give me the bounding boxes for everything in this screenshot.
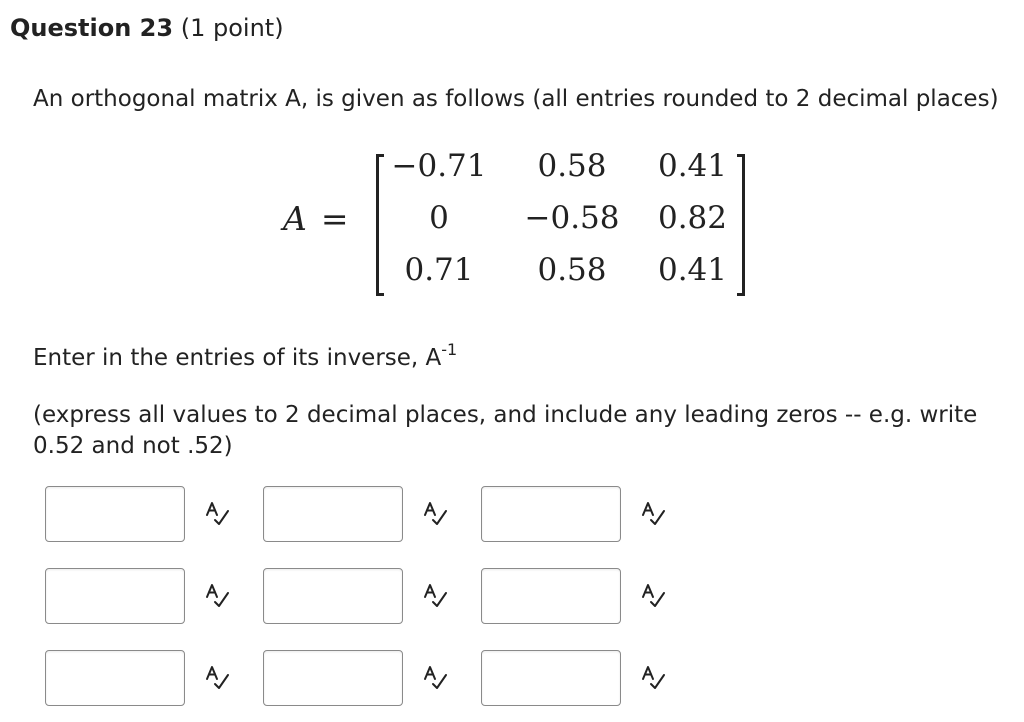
matrix-cell: −0.71 <box>391 148 487 184</box>
spellcheck-icon[interactable] <box>204 501 230 527</box>
matrix-left-bracket <box>376 154 384 296</box>
answer-input-r2-c1[interactable] <box>45 568 185 624</box>
question-intro: An orthogonal matrix A, is given as follows (all entries rounded to 2 decimal places) <box>33 86 999 112</box>
matrix-cell: 0 <box>429 200 449 236</box>
matrix-cell: −0.58 <box>524 200 620 236</box>
inverse-superscript: -1 <box>441 340 458 359</box>
format-instruction: (express all values to 2 decimal places, and include any leading zeros -- e.g. write 0.52 and not .52) <box>33 402 978 459</box>
enter-instruction <box>33 340 458 373</box>
spellcheck-icon[interactable] <box>640 583 666 609</box>
matrix-cell: 0.41 <box>657 252 728 288</box>
spellcheck-icon[interactable] <box>422 501 448 527</box>
matrix-right-bracket <box>737 154 745 296</box>
matrix-cell: 0.41 <box>657 148 728 184</box>
spellcheck-icon[interactable] <box>204 583 230 609</box>
spellcheck-icon[interactable] <box>422 665 448 691</box>
equals-sign: = <box>320 199 349 238</box>
question-header <box>10 12 284 44</box>
answer-input-r1-c3[interactable] <box>481 486 621 542</box>
answer-input-r3-c2[interactable] <box>263 650 403 706</box>
answer-input-r3-c3[interactable] <box>481 650 621 706</box>
spellcheck-icon[interactable] <box>640 665 666 691</box>
spellcheck-icon[interactable] <box>422 583 448 609</box>
answer-input-r2-c3[interactable] <box>481 568 621 624</box>
question-points: (1 point) <box>180 14 284 42</box>
question-title: Question 23 <box>10 14 174 42</box>
matrix-display <box>0 140 1024 300</box>
answer-input-r2-c2[interactable] <box>263 568 403 624</box>
matrix-cell: 0.58 <box>537 148 607 184</box>
answer-input-r1-c2[interactable] <box>263 486 403 542</box>
matrix-cell: 0.82 <box>657 200 728 236</box>
spellcheck-icon[interactable] <box>640 501 666 527</box>
enter-instruction-text: Enter in the entries of its inverse, A <box>33 345 442 371</box>
matrix-lhs <box>283 199 349 239</box>
spellcheck-icon[interactable] <box>204 665 230 691</box>
matrix-variable: A <box>283 199 307 238</box>
answer-input-r3-c1[interactable] <box>45 650 185 706</box>
matrix-cell: 0.71 <box>404 252 474 288</box>
matrix-cell: 0.58 <box>537 252 607 288</box>
answer-input-r1-c1[interactable] <box>45 486 185 542</box>
